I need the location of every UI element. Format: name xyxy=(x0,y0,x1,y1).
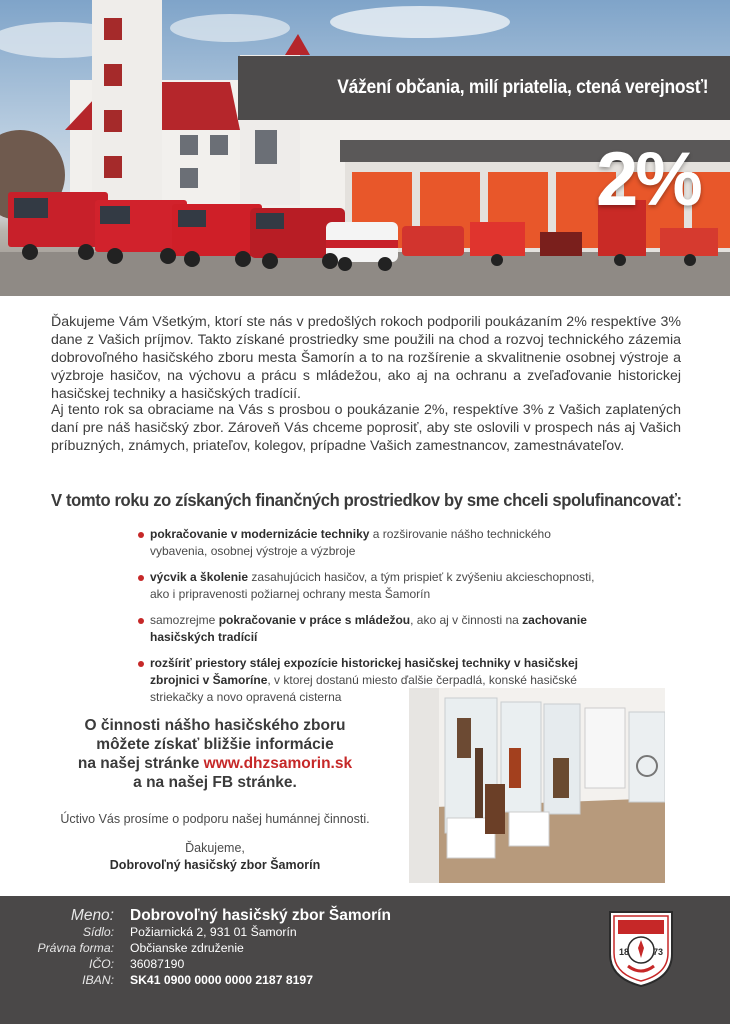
bullet-dot-icon xyxy=(138,661,144,667)
exhibition-illustration xyxy=(409,688,665,883)
footer-name-label: Meno: xyxy=(70,907,114,924)
footer-iban-label: IBAN: xyxy=(82,973,114,987)
thanks-text: Ďakujeme, xyxy=(185,841,245,855)
footer-seat-row xyxy=(0,925,520,941)
list-item: výcvik a školenie zasahujúcich hasičov, a tým prispieť k zvýšeniu akcieschopnosti, ako i pripravenosti požiarnej ochrany mesta Šamorín xyxy=(138,569,608,603)
footer-name-row xyxy=(0,907,520,923)
appeal-paragraph: Aj tento rok sa obraciame na Vás s prosbou o poukázanie 2%, respektíve 3% z Vašich zaplatených daní pre náš hasičský zbor. Zároveň Vás chceme poprosiť, aby ste oslovili v prospech nás aj Vašich príbuzných, známych, priateľov, kolegov, prípadne Vašich zamestnancov, zamestnávateľov. xyxy=(51,402,681,454)
funding-list xyxy=(138,526,608,715)
emblem-year-right: 73 xyxy=(653,947,664,957)
footer-iban-value: SK41 0900 0000 0000 2187 8197 xyxy=(130,973,313,987)
footer-legal-label: Právna forma: xyxy=(37,941,114,955)
hero-banner xyxy=(238,56,730,120)
footer-iban-row xyxy=(0,973,520,989)
list-item: rozšíriť priestory stálej expozície historickej hasičskej techniky v hasičskej zbrojnici v Šamoríne, v ktorej dostanú miesto ďalšie čerpadlá, konské hasičské striekačky a novo opravená cisterna xyxy=(138,655,608,706)
exhibition-photo xyxy=(409,688,665,883)
two-percent-heading: 2% xyxy=(596,137,700,222)
info-line-4: a na našej FB stránke. xyxy=(133,774,297,791)
hero-banner-title: Vážení občania, milí priatelia, ctená verejnosť! xyxy=(336,77,708,98)
funding-subheading: V tomto roku zo získaných finančných prostriedkov by sme chceli spolufinancovať: xyxy=(51,490,682,510)
footer-ico-label: IČO: xyxy=(88,957,114,971)
info-line-1: O činnosti nášho hasičského zboru xyxy=(84,717,346,734)
footer-legal-row xyxy=(0,941,520,957)
info-box xyxy=(40,716,390,792)
intro-paragraph: Ďakujeme Vám Všetkým, ktorí ste nás v predošlých rokoch podporili poukázaním 2% respektíve 3% dane z Vašich príjmov. Takto získané prostriedky sme použili na chod a rozvoj technického zázemia dobrovoľného hasičského zboru mesta Šamorín a to na rozšírenie a skvalitnenie osobnej výstroje a výzbroje hasičov, na výchovu a prácu s mládežou, ako aj na ochranu a zveľaďovanie historickej hasičskej techniky a hasičských tradícií. xyxy=(51,314,681,402)
signature-block xyxy=(40,840,390,874)
emblem-year-left: 18 xyxy=(619,947,630,957)
footer-legal-value: Občianske združenie xyxy=(130,941,244,955)
bullet-dot-icon xyxy=(138,618,144,624)
fire-brigade-emblem-icon xyxy=(606,906,676,988)
footer-name-value: Dobrovoľný hasičský zbor Šamorín xyxy=(130,907,391,924)
list-item: samozrejme pokračovanie v práce s mládežou, ako aj v činnosti na zachovanie hasičských tradícií xyxy=(138,612,608,646)
footer-seat-label: Sídlo: xyxy=(82,925,114,939)
info-line-3: na našej stránke www.dhzsamorin.sk xyxy=(77,755,353,772)
list-item: pokračovanie v modernizácie techniky a rozširovanie nášho technického vybavenia, osobnej výstroje a výzbroje xyxy=(138,526,608,560)
website-link[interactable]: www.dhzsamorin.sk xyxy=(203,755,353,772)
footer-seat-value: Požiarnická 2, 931 01 Šamorín xyxy=(130,925,297,939)
bullet-dot-icon xyxy=(138,575,144,581)
footer-ico-row xyxy=(0,957,520,973)
bullet-dot-icon xyxy=(138,532,144,538)
organization-name: Dobrovoľný hasičský zbor Šamorín xyxy=(109,858,321,872)
support-request: Úctivo Vás prosíme o podporu našej humánnej činnosti. xyxy=(60,812,370,826)
hero-photo xyxy=(0,0,730,296)
info-line-2: môžete získať bližšie informácie xyxy=(96,736,334,753)
footer-ico-value: 36087190 xyxy=(130,957,185,971)
